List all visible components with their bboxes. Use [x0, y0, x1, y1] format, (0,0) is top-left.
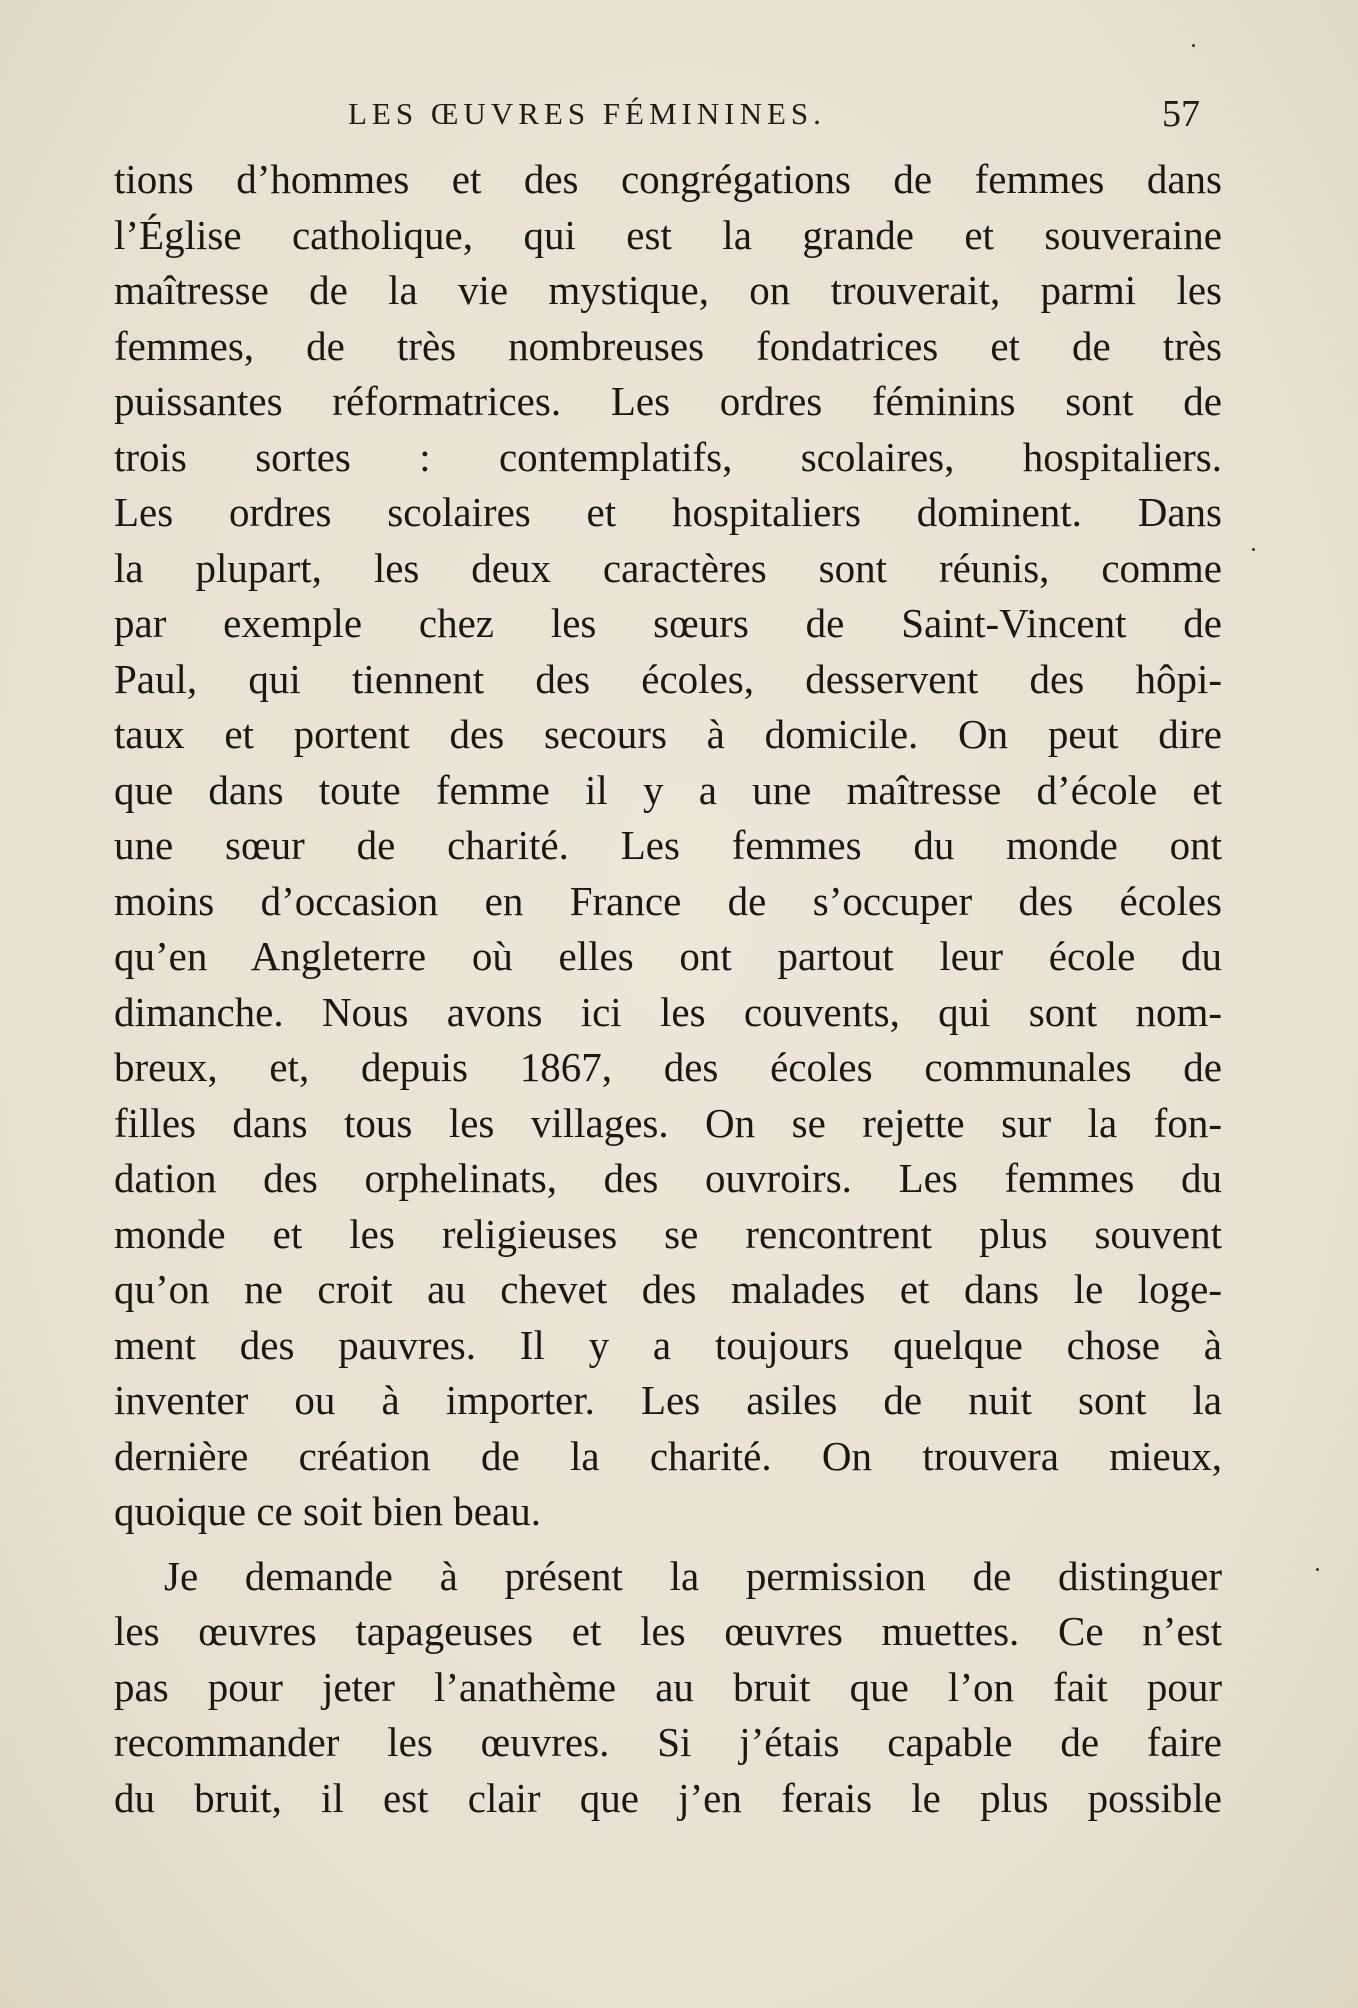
- text-line: quoique ce soit bien beau.: [114, 1488, 541, 1534]
- text-line: Je demande à présent la permission de distinguer: [164, 1552, 1222, 1599]
- text-line: trois sortes : contemplatifs, scolaires, hospitaliers.: [114, 433, 1222, 480]
- paper-speck: [1192, 44, 1195, 47]
- paper-speck: [1252, 548, 1255, 551]
- text-line: Paul, qui tiennent des écoles, desservent des hôpi-: [114, 655, 1222, 702]
- text-line: l’Église catholique, qui est la grande et souveraine: [114, 211, 1222, 258]
- text-line: les œuvres tapageuses et les œuvres muettes. Ce n’est: [114, 1608, 1222, 1654]
- text-line: dation des orphelinats, des ouvroirs. Les femmes du: [114, 1155, 1222, 1201]
- text-line: breux, et, depuis 1867, des écoles communales de: [114, 1044, 1222, 1090]
- text-line: femmes, de très nombreuses fondatrices et de très: [114, 322, 1222, 369]
- text-line: recommander les œuvres. Si j’étais capable de faire: [114, 1719, 1222, 1765]
- text-line: puissantes réformatrices. Les ordres féminins sont de: [114, 378, 1222, 424]
- text-line: la plupart, les deux caractères sont réunis, comme: [114, 544, 1222, 591]
- text-line: qu’en Angleterre où elles ont partout leur école du: [114, 933, 1222, 979]
- text-line: filles dans tous les villages. On se rejette sur la fon-: [114, 1099, 1222, 1146]
- text-line: tions d’hommes et des congrégations de femmes dans: [114, 156, 1222, 202]
- paragraph: [114, 1549, 1222, 1827]
- running-title: LES ŒUVRES FÉMININES.: [348, 96, 826, 131]
- text-line: maîtresse de la vie mystique, on trouverait, parmi les: [114, 267, 1222, 313]
- text-line: par exemple chez les sœurs de Saint-Vincent de: [114, 600, 1222, 646]
- text-line: dimanche. Nous avons ici les couvents, qui sont nom-: [114, 988, 1222, 1035]
- paper-speck: [1316, 1568, 1319, 1571]
- text-line: du bruit, il est clair que j’en ferais le plus possible: [114, 1774, 1222, 1821]
- page-header: [348, 93, 1200, 146]
- body-text: [114, 152, 1222, 1826]
- text-line: monde et les religieuses se rencontrent plus souvent: [114, 1210, 1222, 1257]
- text-line: taux et portent des secours à domicile. On peut dire: [114, 711, 1222, 757]
- text-line: ment des pauvres. Il y a toujours quelque chose à: [114, 1321, 1222, 1368]
- text-line: inventer ou à importer. Les asiles de nuit sont la: [114, 1377, 1222, 1423]
- text-line: moins d’occasion en France de s’occuper des écoles: [114, 877, 1222, 924]
- text-line: pas pour jeter l’anathème au bruit que l’on fait pour: [114, 1663, 1222, 1710]
- paragraph: [114, 152, 1222, 1540]
- text-line: Les ordres scolaires et hospitaliers dominent. Dans: [114, 489, 1222, 535]
- page-number: 57: [1162, 93, 1200, 135]
- text-line: qu’on ne croit au chevet des malades et dans le loge-: [114, 1266, 1222, 1312]
- text-line: une sœur de charité. Les femmes du monde ont: [114, 822, 1222, 868]
- text-line: que dans toute femme il y a une maîtresse d’école et: [114, 766, 1222, 813]
- text-line: dernière création de la charité. On trouvera mieux,: [114, 1432, 1222, 1479]
